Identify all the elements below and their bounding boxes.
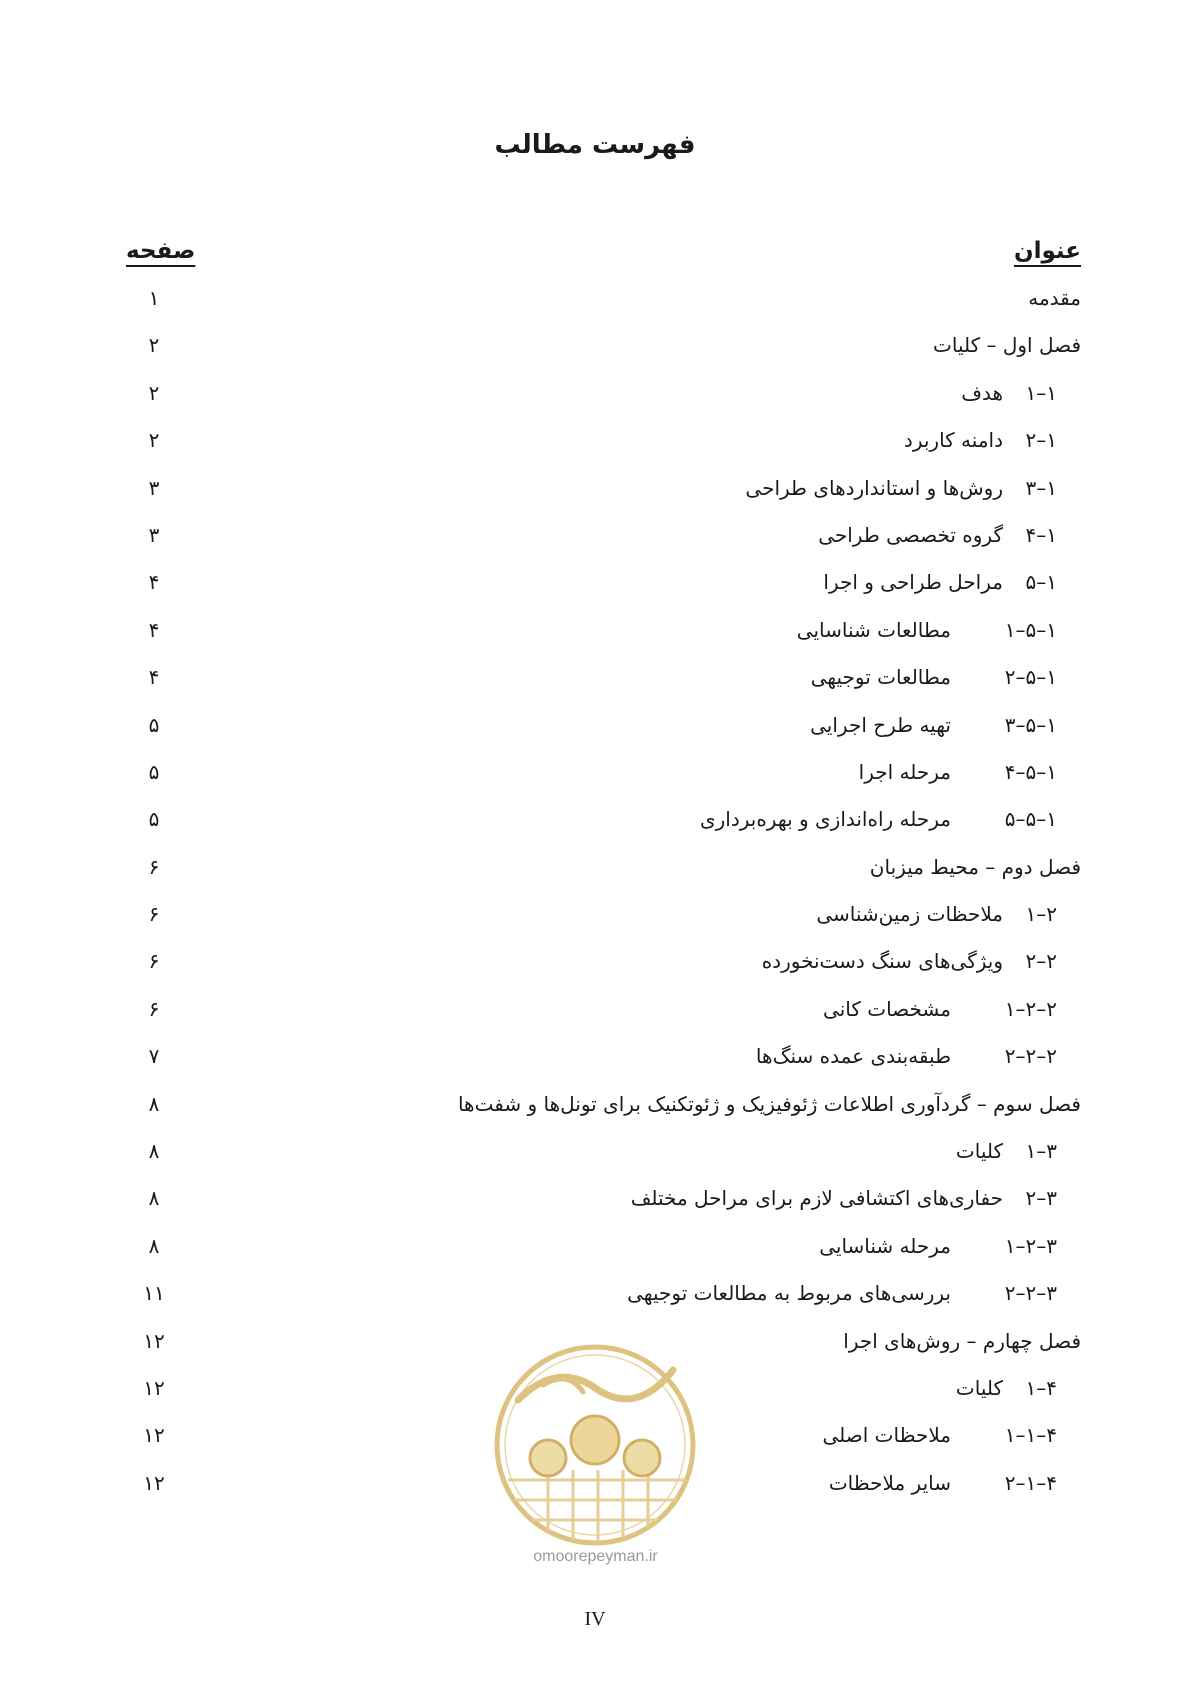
toc-number: ۲–۱ [1025, 902, 1057, 927]
toc-row [0, 1133, 1190, 1180]
toc-page-number: ۱۲ [143, 1328, 165, 1353]
toc-row [0, 1275, 1190, 1322]
toc-text: ملاحظات اصلی [822, 1423, 951, 1448]
toc-row [0, 422, 1190, 469]
toc-row [0, 1228, 1190, 1275]
toc-page-number: ۳ [148, 522, 160, 547]
toc-entry [822, 1423, 1057, 1447]
toc-row [0, 801, 1190, 848]
toc-text: تهیه طرح اجرایی [810, 712, 951, 737]
toc-page-number: ۶ [148, 854, 160, 879]
toc-page-number: ۸ [148, 1139, 160, 1164]
toc-number: ۱–۳ [1025, 475, 1057, 500]
toc-number: ۱–۵–۳ [1004, 712, 1057, 737]
toc-entry [458, 1092, 1081, 1116]
toc-row [0, 280, 1190, 327]
table-of-contents [0, 280, 1190, 1512]
toc-text: سایر ملاحظات [828, 1470, 951, 1495]
toc-number: ۲–۲–۱ [1004, 996, 1057, 1021]
toc-row [0, 327, 1190, 374]
toc-text: مقدمه [1028, 286, 1081, 310]
toc-entry [762, 949, 1057, 973]
toc-number: ۱–۵–۵ [1004, 807, 1057, 832]
toc-text: مرحله شناسایی [819, 1233, 951, 1258]
watermark-site: omoorepeyman.ir [533, 1548, 658, 1565]
toc-number: ۳–۲–۱ [1004, 1233, 1057, 1258]
toc-entry [859, 760, 1057, 784]
toc-row [0, 707, 1190, 754]
toc-entry [745, 476, 1057, 500]
toc-page-number: ۵ [148, 759, 160, 784]
toc-entry [627, 1281, 1057, 1305]
toc-row [0, 1038, 1190, 1085]
toc-entry [700, 807, 1057, 831]
toc-text: دامنه کاربرد [903, 428, 1003, 453]
toc-page-number: ۴ [148, 570, 160, 595]
toc-text: مشخصات کانی [823, 996, 951, 1021]
toc-text: طبقه‌بندی عمده سنگ‌ها [755, 1044, 951, 1069]
toc-text: فصل دوم – محیط میزبان [869, 854, 1081, 879]
toc-text: حفاری‌های اکتشافی لازم برای مراحل مختلف [630, 1186, 1003, 1211]
toc-text: بررسی‌های مربوط به مطالعات توجیهی [627, 1281, 951, 1306]
toc-number: ۴–۱ [1025, 1375, 1057, 1400]
page-number-footer: IV [584, 1608, 606, 1630]
toc-page-number: ۱۲ [143, 1423, 165, 1448]
toc-entry [631, 1186, 1057, 1210]
toc-entry [956, 1139, 1057, 1163]
toc-entry [811, 665, 1057, 689]
toc-page-number: ۱ [148, 286, 160, 310]
toc-entry [823, 997, 1057, 1021]
toc-entry [816, 902, 1057, 926]
toc-entry [818, 523, 1057, 547]
toc-entry [961, 381, 1057, 405]
toc-row [0, 754, 1190, 801]
toc-text: فصل اول – کلیات [933, 333, 1081, 358]
toc-entry [819, 1234, 1057, 1258]
toc-text: کلیات [955, 1139, 1003, 1164]
column-header-title: عنوان [1013, 238, 1081, 264]
toc-page-number: ۶ [148, 949, 160, 974]
toc-number: ۱–۵ [1025, 570, 1057, 595]
toc-number: ۴–۱–۱ [1004, 1423, 1057, 1448]
toc-text: فصل سوم – گردآوری اطلاعات ژئوفیزیک و ژئوتکنیک برای تونل‌ها و شفت‌ها [457, 1091, 1081, 1116]
toc-text: هدف [961, 380, 1003, 405]
toc-row [0, 564, 1190, 611]
toc-text: فصل چهارم – روش‌های اجرا [843, 1328, 1081, 1353]
toc-text: مرحله راه‌اندازی و بهره‌برداری [699, 807, 951, 832]
toc-page-number: ۳ [148, 475, 160, 500]
toc-text: گروه تخصصی طراحی [818, 522, 1003, 547]
toc-number: ۳–۲–۲ [1004, 1281, 1057, 1306]
toc-number: ۲–۲–۲ [1004, 1044, 1057, 1069]
toc-page-number: ۲ [148, 428, 160, 453]
toc-number: ۱–۴ [1025, 522, 1057, 547]
toc-page-number: ۲ [148, 333, 160, 358]
toc-text: کلیات [955, 1375, 1003, 1400]
toc-text: مرحله اجرا [858, 759, 951, 784]
toc-row [0, 1086, 1190, 1133]
toc-row [0, 375, 1190, 422]
toc-text: مراحل طراحی و اجرا [823, 570, 1003, 595]
column-header-page: صفحه [126, 238, 196, 264]
toc-entry [810, 713, 1057, 737]
toc-entry [870, 855, 1081, 879]
toc-entry [756, 1044, 1057, 1068]
toc-page-number: ۶ [148, 902, 160, 927]
toc-number: ۱–۵–۱ [1004, 617, 1057, 642]
toc-number: ۱–۵–۴ [1004, 759, 1057, 784]
toc-row [0, 943, 1190, 990]
toc-page-number: ۴ [148, 617, 160, 642]
toc-number: ۲–۲ [1025, 949, 1057, 974]
toc-text: روش‌ها و استانداردهای طراحی [745, 475, 1003, 500]
toc-number: ۱–۱ [1025, 380, 1057, 405]
watermark-logo-icon [488, 1330, 703, 1580]
toc-entry [823, 570, 1057, 594]
toc-page-number: ۱۲ [143, 1470, 165, 1495]
page-title: فهرست مطالب [494, 130, 696, 160]
toc-row [0, 659, 1190, 706]
toc-row [0, 896, 1190, 943]
toc-entry [933, 333, 1081, 357]
toc-page-number: ۵ [148, 712, 160, 737]
toc-page-number: ۴ [148, 665, 160, 690]
toc-text: مطالعات توجیهی [810, 665, 951, 690]
toc-page-number: ۲ [148, 380, 160, 405]
toc-row [0, 849, 1190, 896]
toc-row [0, 470, 1190, 517]
toc-number: ۱–۲ [1025, 428, 1057, 453]
toc-number: ۴–۱–۲ [1004, 1470, 1057, 1495]
toc-row [0, 991, 1190, 1038]
toc-number: ۳–۱ [1025, 1139, 1057, 1164]
toc-number: ۱–۵–۲ [1004, 665, 1057, 690]
toc-page-number: ۱۱ [143, 1281, 165, 1306]
toc-text: ویژگی‌های سنگ دست‌نخورده [761, 949, 1003, 974]
toc-row [0, 612, 1190, 659]
toc-page-number: ۵ [148, 807, 160, 832]
toc-text: ملاحظات زمین‌شناسی [816, 902, 1003, 927]
toc-entry [797, 618, 1057, 642]
toc-entry [829, 1471, 1057, 1495]
toc-page-number: ۱۲ [143, 1375, 165, 1400]
toc-row [0, 517, 1190, 564]
toc-page-number: ۶ [148, 996, 160, 1021]
toc-number: ۳–۲ [1025, 1186, 1057, 1211]
toc-page-number: ۷ [148, 1044, 160, 1069]
toc-entry [904, 428, 1057, 452]
toc-page-number: ۸ [148, 1233, 160, 1258]
toc-entry [1028, 286, 1081, 310]
toc-entry [956, 1376, 1057, 1400]
toc-entry [843, 1329, 1081, 1353]
toc-row [0, 1180, 1190, 1227]
toc-page-number: ۸ [148, 1091, 160, 1116]
toc-page-number: ۸ [148, 1186, 160, 1211]
toc-text: مطالعات شناسایی [796, 617, 951, 642]
